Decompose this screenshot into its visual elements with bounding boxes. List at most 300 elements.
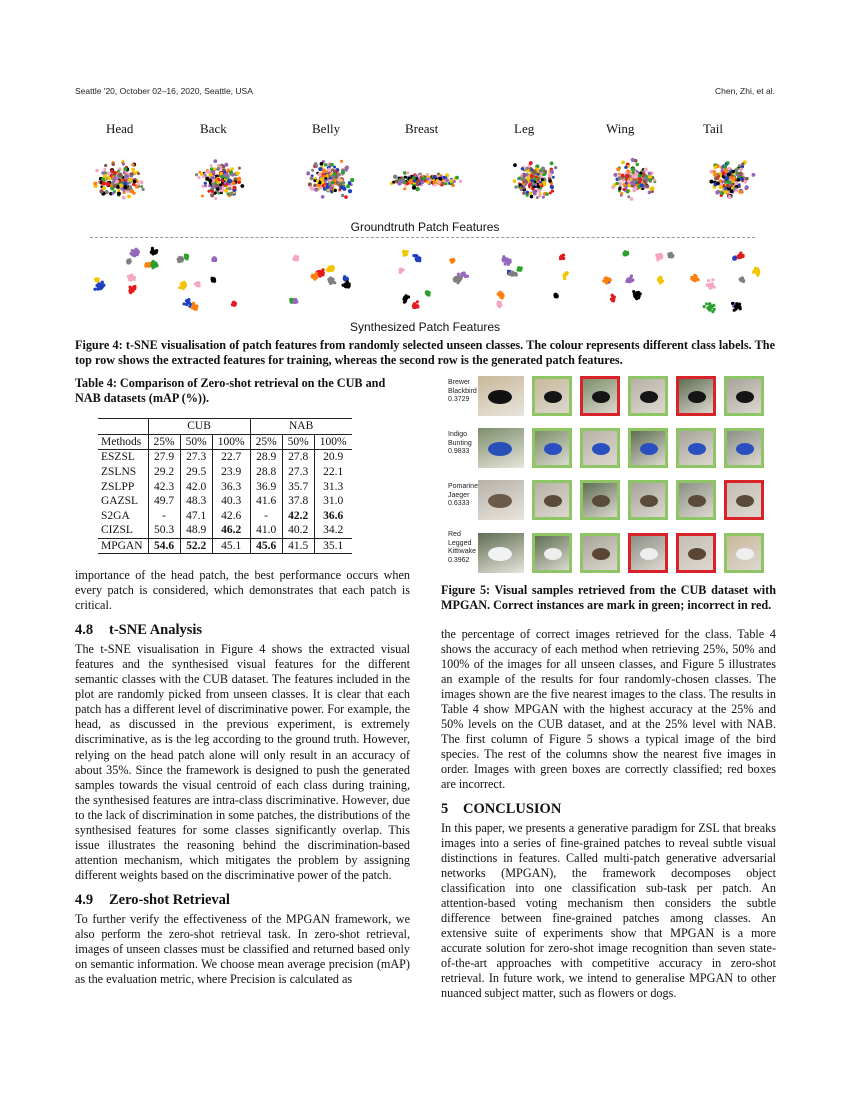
tsne-point	[344, 195, 348, 199]
tsne-point	[113, 176, 116, 179]
tsne-point	[455, 176, 459, 180]
tsne-point	[739, 255, 742, 258]
tsne-point	[738, 172, 742, 176]
tsne-point	[729, 189, 733, 193]
tsne-point	[341, 194, 344, 197]
tsne-point	[530, 195, 534, 199]
tsne-point	[653, 179, 656, 182]
tsne-point	[549, 192, 552, 195]
table4	[98, 418, 352, 554]
tsne-point	[207, 190, 210, 193]
tsne-point	[421, 180, 425, 184]
section-5-heading: 5 CONCLUSION	[441, 800, 562, 817]
tsne-point	[632, 171, 635, 174]
tsne-point	[238, 167, 241, 170]
tsne-point	[348, 284, 351, 287]
tsne-point	[709, 180, 713, 184]
tsne-point	[713, 308, 716, 311]
tsne-point	[348, 189, 352, 193]
tsne-point	[310, 176, 314, 180]
tsne-point	[548, 173, 552, 177]
tsne-point	[437, 180, 441, 184]
tsne-point	[541, 166, 545, 170]
tsne-point	[725, 181, 728, 184]
tsne-point	[694, 277, 697, 280]
tsne-point	[656, 256, 659, 259]
table4-caption: Table 4: Comparison of Zero-shot retrieval on the CUB and NAB datasets (mAP (%)).	[75, 376, 386, 405]
tsne-point	[541, 178, 544, 181]
tsne-point	[427, 293, 430, 296]
tsne-point	[182, 287, 185, 290]
table4-col-nab-25: 25%	[250, 434, 282, 450]
tsne-point	[622, 188, 625, 191]
table4-col-methods: Methods	[98, 434, 148, 450]
tsne-point	[211, 186, 214, 189]
tsne-point	[403, 187, 406, 190]
figure5-result-correct	[580, 480, 620, 520]
tsne-point	[621, 174, 625, 178]
tsne-point	[705, 302, 708, 305]
tsne-point	[224, 173, 228, 177]
tsne-point	[529, 191, 532, 194]
tsne-point	[132, 288, 135, 291]
tsne-point	[306, 171, 310, 175]
figure5-grid	[448, 376, 778, 576]
tsne-point	[648, 172, 652, 176]
tsne-point	[402, 250, 405, 253]
tsne-point	[329, 276, 332, 279]
tsne-point	[117, 192, 121, 196]
para-head-patch-continued: importance of the head patch, the best performance occurs when every patch is considered, which demonstrates that each patch is critical.	[75, 568, 410, 613]
tsne-point	[734, 181, 738, 185]
tsne-point	[314, 162, 318, 166]
tsne-point	[117, 170, 120, 173]
tsne-point	[219, 187, 222, 190]
section-4-9-text: To further verify the effectiveness of the MPGAN framework, we also perform the zero-shot retrieval task. In zero-shot retrieval, images of unseen classes must be classified and returned based only on semantic information. We choose mean average precision (mAP) as the evaluation metric, where Precision is calculated as	[75, 911, 410, 987]
tsne-point	[212, 278, 215, 281]
tsne-point	[618, 187, 621, 190]
fig4-label-leg: Leg	[514, 121, 535, 136]
tsne-point	[309, 186, 312, 189]
tsne-point	[181, 284, 184, 287]
tsne-point	[124, 175, 128, 179]
tsne-point	[724, 190, 728, 194]
tsne-point	[554, 166, 557, 169]
tsne-point	[215, 184, 219, 188]
tsne-point	[644, 168, 648, 172]
fig4-label-head: Head	[106, 121, 134, 136]
running-header-left: Seattle '20, October 02–16, 2020, Seattle, USA	[75, 86, 253, 96]
tsne-point	[112, 192, 115, 195]
tsne-point	[529, 161, 533, 165]
tsne-point	[318, 172, 322, 176]
tsne-point	[643, 177, 647, 181]
tsne-point	[327, 168, 331, 172]
tsne-point	[313, 184, 317, 188]
tsne-point	[187, 298, 190, 301]
tsne-point	[140, 185, 143, 188]
tsne-point	[554, 293, 557, 296]
tsne-point	[531, 182, 534, 185]
tsne-point	[537, 178, 540, 181]
para-retrieval-continued: the percentage of correct images retrieved for the class. Table 4 shows the accuracy of each method when retrieving 25%, 50% and 100% of the images for all unseen classes, and Figure 5 illustrates an example of the results for four randomly-chosen classes. The images shown are the five nearest images to the class. The results in Table 4 show MPGAN with the highest accuracy at the 25% and 50% levels on the CUB dataset, and at the 25% level with NAB. The first column of Figure 5 shows a typical image of the bird species. The rest of the columns show the nearest five images in order. Images with green boxes are correctly classified; red boxes are incorrect.	[441, 627, 776, 792]
tsne-point	[403, 171, 407, 175]
tsne-point	[227, 168, 230, 171]
tsne-point	[343, 275, 346, 278]
tsne-point	[318, 167, 322, 171]
table-row: ESZSL 27.9 27.3 22.7 28.9 27.8 20.9	[98, 450, 352, 465]
tsne-point	[311, 169, 314, 172]
figure4-caption: Figure 4: t-SNE visualisation of patch features from randomly selected unseen classes. The colour represents different class labels. The top row shows the extracted features for training, whereas the second row is the generated patch features.	[75, 338, 775, 367]
table4-group-cub: CUB	[148, 419, 250, 435]
tsne-point	[725, 176, 729, 180]
tsne-point	[403, 253, 406, 256]
tsne-point	[129, 185, 132, 188]
fig4-label-tail: Tail	[703, 121, 724, 136]
tsne-point	[732, 257, 735, 260]
tsne-point	[210, 194, 214, 198]
figure5-query-image	[478, 428, 524, 468]
tsne-point	[151, 248, 154, 251]
tsne-point	[231, 167, 234, 170]
tsne-point	[741, 163, 744, 166]
figure5-result-correct	[724, 428, 764, 468]
tsne-point	[399, 268, 402, 271]
tsne-point	[202, 175, 205, 178]
figure5-species-label: Brewer Blackbird 0.3729	[448, 379, 477, 404]
tsne-point	[150, 251, 153, 254]
tsne-point	[128, 277, 131, 280]
tsne-point	[451, 260, 454, 263]
running-header-right: Chen, Zhi, et al.	[714, 86, 775, 96]
tsne-point	[640, 183, 644, 187]
tsne-point	[314, 177, 317, 180]
figure5-result-incorrect	[724, 480, 764, 520]
tsne-point	[232, 301, 235, 304]
tsne-point	[343, 284, 346, 287]
tsne-point	[348, 181, 351, 184]
tsne-point	[404, 300, 407, 303]
tsne-point	[545, 192, 548, 195]
fig4-label-back: Back	[200, 121, 227, 136]
tsne-point	[212, 259, 215, 262]
tsne-point	[513, 163, 517, 167]
tsne-point	[515, 273, 518, 276]
tsne-point	[660, 279, 663, 282]
tsne-point	[714, 165, 717, 168]
tsne-point	[711, 278, 714, 281]
tsne-point	[548, 179, 552, 183]
tsne-point	[631, 158, 635, 162]
tsne-point	[719, 185, 723, 189]
tsne-point	[630, 197, 634, 201]
tsne-point	[336, 173, 340, 177]
tsne-point	[131, 163, 134, 166]
tsne-point	[232, 186, 236, 190]
tsne-point	[727, 172, 731, 176]
tsne-point	[192, 304, 195, 307]
tsne-point	[416, 300, 419, 303]
tsne-point	[707, 279, 710, 282]
figure5-result-correct	[532, 480, 572, 520]
tsne-point	[732, 176, 736, 180]
tsne-point	[739, 251, 742, 254]
tsne-point	[618, 173, 621, 176]
figure5-result-correct	[724, 376, 764, 416]
tsne-point	[739, 168, 743, 172]
tsne-point	[499, 291, 502, 294]
tsne-point	[405, 296, 408, 299]
tsne-point	[528, 183, 531, 186]
tsne-point	[178, 286, 181, 289]
tsne-point	[627, 279, 630, 282]
tsne-point	[330, 266, 333, 269]
tsne-point	[214, 178, 218, 182]
tsne-point	[639, 172, 642, 175]
tsne-point	[636, 163, 639, 166]
tsne-point	[187, 301, 190, 304]
tsne-point	[643, 180, 646, 183]
tsne-point	[214, 197, 217, 200]
tsne-point	[182, 302, 185, 305]
tsne-point	[757, 269, 760, 272]
figure5-result-correct	[724, 533, 764, 573]
tsne-point	[751, 173, 755, 177]
tsne-point	[221, 179, 224, 182]
fig4-label-breast: Breast	[405, 121, 439, 136]
figure5-result-incorrect	[580, 376, 620, 416]
tsne-point	[635, 293, 638, 296]
tsne-point	[635, 172, 639, 176]
tsne-point	[179, 258, 182, 261]
tsne-point	[123, 167, 127, 171]
tsne-point	[147, 263, 150, 266]
tsne-point	[123, 185, 127, 189]
tsne-point	[630, 181, 634, 185]
figure5-query-image	[478, 480, 524, 520]
tsne-point	[321, 195, 325, 199]
tsne-point	[454, 279, 457, 282]
fig4-divider	[90, 237, 755, 238]
figure5-result-correct	[628, 428, 668, 468]
tsne-point	[415, 258, 418, 261]
tsne-point	[620, 192, 623, 195]
tsne-groundtruth-plot	[75, 138, 775, 220]
tsne-point	[227, 192, 230, 195]
tsne-point	[295, 300, 298, 303]
tsne-point	[464, 275, 467, 278]
tsne-point	[734, 305, 737, 308]
tsne-point	[326, 185, 329, 188]
tsne-point	[422, 177, 425, 180]
tsne-point	[294, 258, 297, 261]
tsne-point	[714, 173, 718, 177]
tsne-point	[649, 187, 652, 190]
tsne-point	[316, 180, 319, 183]
tsne-point	[141, 188, 144, 191]
tsne-point	[201, 185, 204, 188]
table4-col-cub-50: 50%	[180, 434, 212, 450]
tsne-point	[417, 181, 420, 184]
figure5-result-correct	[580, 428, 620, 468]
tsne-point	[342, 187, 346, 191]
tsne-point	[552, 176, 555, 179]
tsne-point	[615, 182, 618, 185]
tsne-point	[331, 175, 334, 178]
tsne-point	[504, 262, 507, 265]
tsne-point	[669, 254, 672, 257]
tsne-point	[104, 164, 107, 167]
tsne-point	[429, 179, 432, 182]
tsne-point	[708, 308, 711, 311]
table4-col-nab-50: 50%	[282, 434, 314, 450]
tsne-point	[122, 196, 126, 200]
tsne-point	[427, 181, 430, 184]
tsne-point	[744, 180, 747, 183]
tsne-point	[613, 173, 617, 177]
tsne-point	[121, 160, 124, 163]
tsne-point	[508, 260, 511, 263]
tsne-point	[106, 182, 110, 186]
tsne-point	[328, 269, 331, 272]
tsne-point	[406, 171, 409, 174]
figure5-result-incorrect	[676, 376, 716, 416]
tsne-point	[632, 290, 635, 293]
figure5-species-label: Red Legged Kittiwake 0.3962	[448, 531, 477, 564]
tsne-point	[341, 171, 345, 175]
tsne-point	[745, 177, 749, 181]
tsne-point	[627, 179, 631, 183]
figure5-result-correct	[532, 428, 572, 468]
tsne-point	[240, 184, 244, 188]
tsne-point	[721, 191, 725, 195]
tsne-point	[127, 194, 131, 198]
tsne-point	[97, 286, 100, 289]
tsne-point	[537, 189, 541, 193]
left-column	[75, 568, 410, 987]
tsne-point	[137, 172, 140, 175]
figure5-result-incorrect	[676, 533, 716, 573]
tsne-point	[445, 178, 449, 182]
tsne-point	[740, 177, 744, 181]
figure5-query-image	[478, 376, 524, 416]
fig4-synthesized-title: Synthesized Patch Features	[349, 320, 501, 334]
tsne-point	[648, 191, 651, 194]
tsne-point	[131, 168, 135, 172]
tsne-point	[526, 176, 530, 180]
tsne-point	[737, 303, 740, 306]
tsne-point	[735, 189, 738, 192]
tsne-point	[220, 172, 223, 175]
tsne-point	[722, 171, 726, 175]
tsne-point	[502, 259, 505, 262]
tsne-point	[731, 170, 735, 174]
tsne-point	[155, 251, 158, 254]
tsne-point	[346, 282, 349, 285]
tsne-point	[327, 188, 330, 191]
tsne-point	[522, 177, 526, 181]
tsne-point	[538, 194, 542, 198]
table4-col-cub-25: 25%	[148, 434, 180, 450]
tsne-point	[631, 167, 635, 171]
tsne-point	[514, 186, 517, 189]
tsne-point	[708, 302, 711, 305]
tsne-point	[292, 300, 295, 303]
tsne-point	[713, 285, 716, 288]
tsne-point	[130, 172, 134, 176]
tsne-point	[724, 168, 728, 172]
tsne-point	[520, 185, 523, 188]
tsne-point	[334, 189, 337, 192]
tsne-point	[563, 277, 566, 280]
tsne-point	[111, 163, 115, 167]
tsne-point	[731, 302, 734, 305]
tsne-point	[728, 185, 731, 188]
tsne-point	[409, 179, 413, 183]
tsne-point	[627, 184, 630, 187]
figure5-result-correct	[580, 533, 620, 573]
tsne-point	[122, 163, 125, 166]
section-5-text: In this paper, we presents a generative paradigm for ZSL that breaks images into a series of fine-grained patches to reveal subtle visual distinctions in features. Called multi-patch generative adversarial networks (MPGAN), the framework decomposes object classification into one classification sub-task per patch. An attention-based voting mechanism then considers the subtle difference between fine-grained patches among classes. An extensive suite of experiments show that MPGAN is a more accurate solution for zero-shot image recognition than seven state-of-the-art approaches with competitive accuracy in zero-shot retrieval. In future work, we intend to generalise MPGAN to other nuanced subject matter, such as flowers or dogs.	[441, 820, 776, 1001]
tsne-point	[324, 163, 327, 166]
tsne-point	[182, 281, 185, 284]
tsne-point	[395, 180, 399, 184]
tsne-point	[197, 176, 200, 179]
tsne-point	[513, 179, 517, 183]
tsne-point	[99, 181, 102, 184]
tsne-point	[208, 185, 211, 188]
tsne-point	[551, 186, 554, 189]
tsne-point	[219, 183, 222, 186]
tsne-point	[756, 273, 759, 276]
tsne-point	[716, 181, 720, 185]
tsne-point	[99, 189, 103, 193]
tsne-point	[738, 190, 742, 194]
tsne-point	[627, 195, 630, 198]
tsne-point	[727, 167, 730, 170]
tsne-point	[413, 179, 416, 182]
tsne-point	[208, 173, 212, 177]
tsne-point	[337, 177, 341, 181]
tsne-point	[205, 177, 209, 181]
tsne-point	[393, 175, 397, 179]
tsne-point	[195, 173, 198, 176]
tsne-point	[101, 171, 104, 174]
tsne-point	[723, 165, 727, 169]
tsne-point	[197, 282, 200, 285]
tsne-point	[95, 169, 98, 172]
tsne-point	[499, 301, 502, 304]
tsne-point	[459, 180, 462, 183]
tsne-point	[294, 255, 297, 258]
table-row: ZSLPP 42.3 42.0 36.3 36.9 35.7 31.3	[98, 479, 352, 494]
tsne-point	[621, 161, 625, 165]
fig4-label-belly: Belly	[312, 121, 341, 136]
tsne-point	[331, 163, 334, 166]
tsne-point	[412, 186, 416, 190]
tsne-point	[151, 266, 154, 269]
tsne-point	[415, 187, 419, 191]
tsne-point	[93, 182, 97, 186]
tsne-point	[137, 183, 140, 186]
tsne-point	[223, 181, 226, 184]
table4-col-nab-100: 100%	[314, 434, 351, 450]
tsne-point	[226, 185, 229, 188]
tsne-synthesized-plot	[75, 242, 775, 316]
tsne-point	[211, 190, 214, 193]
table-row: MPGAN 54.6 52.2 45.1 45.6 41.5 35.1	[98, 538, 352, 554]
tsne-point	[133, 180, 137, 184]
